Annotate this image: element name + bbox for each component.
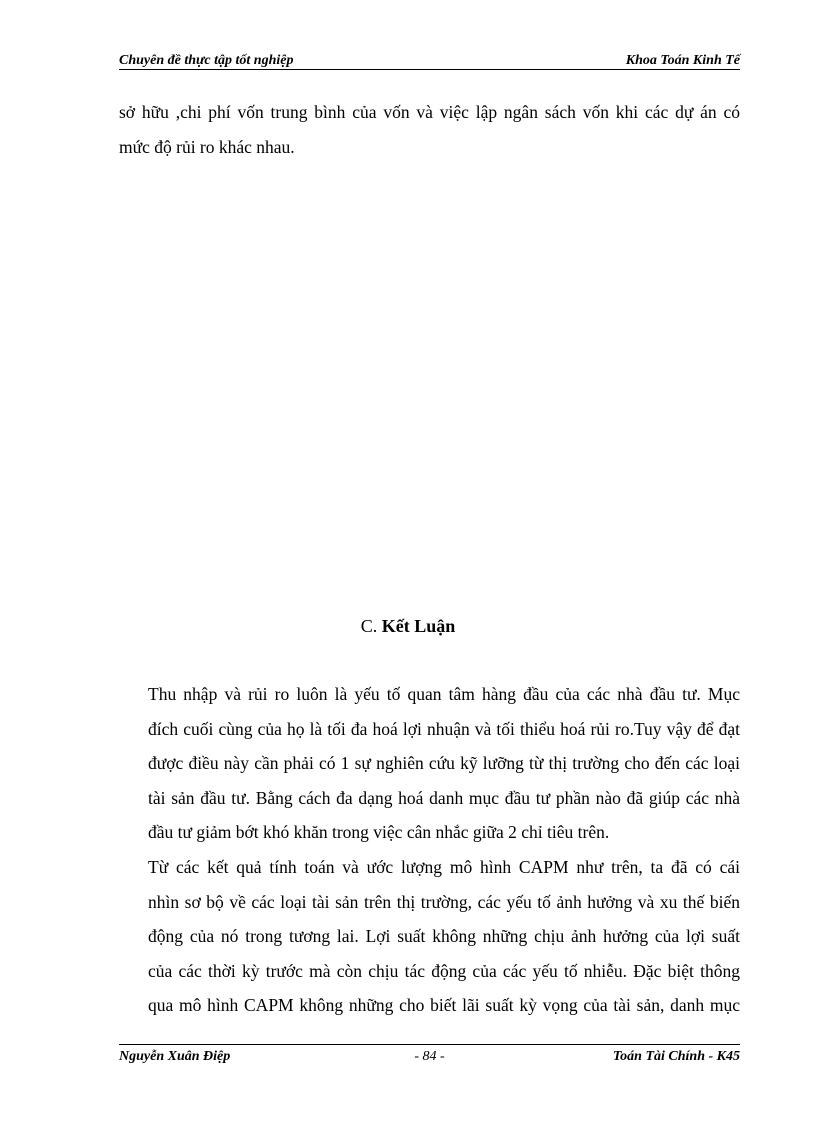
text-line: của các thời kỳ trước mà còn chịu tác động của các yếu tố nhiễu. Đặc biệt thông (148, 960, 740, 981)
text-line: qua mô hình CAPM không những cho biết lãi suất kỳ vọng của tài sản, danh mục (148, 995, 740, 1016)
footer-course: Toán Tài Chính - K45 (612, 1049, 740, 1064)
text-line: sở hữu ,chi phí vốn trung bình của vốn và việc lập ngân sách vốn khi các dự án có (119, 102, 740, 122)
text-line: Từ các kết quả tính toán và ước lượng mô hình CAPM như trên, ta đã có cái (148, 857, 740, 877)
text-line: mức độ rủi ro khác nhau. (119, 136, 295, 157)
conclusion-paragraph-1 (119, 677, 740, 850)
section-title-prefix: C. (360, 616, 378, 636)
text-line: Thu nhập và rủi ro luôn là yếu tố quan tâm hàng đầu của các nhà đầu tư. Mục (148, 684, 740, 704)
text-line: tài sản đầu tư. Bằng cách đa dạng hoá danh mục đầu tư phần nào đã giúp các nhà (148, 787, 740, 808)
text-line: đầu tư giảm bớt khó khăn trong việc cân nhắc giữa 2 chỉ tiêu trên. (148, 822, 610, 843)
section-title (0, 612, 816, 640)
page-header (119, 53, 740, 70)
text-line: động của nó trong tương lai. Lợi suất không những chịu ảnh hưởng của lợi suất (148, 926, 740, 947)
text-line: được điều này cần phải có 1 sự nghiên cứu kỹ lưỡng từ thị trường cho đến các loại (148, 753, 740, 774)
text-line: nhìn sơ bộ về các loại tài sản trên thị trường, các yếu tố ảnh hưởng và xu thế biến (148, 891, 740, 912)
text-line: đích cuối cùng của họ là tối đa hoá lợi nhuận và tối thiểu hoá rủi ro.Tuy vậy để đạt (148, 718, 740, 739)
conclusion-paragraph-2 (119, 850, 740, 1023)
footer-author: Nguyễn Xuân Điệp (119, 1049, 231, 1064)
header-left-text: Chuyên đề thực tập tốt nghiệp (119, 53, 294, 68)
section-title-text: Kết Luận (381, 616, 456, 636)
page-footer (119, 1044, 740, 1064)
page-number: - 84 - (414, 1049, 445, 1064)
header-right-text: Khoa Toán Kinh Tế (625, 53, 740, 68)
intro-paragraph (119, 95, 740, 164)
